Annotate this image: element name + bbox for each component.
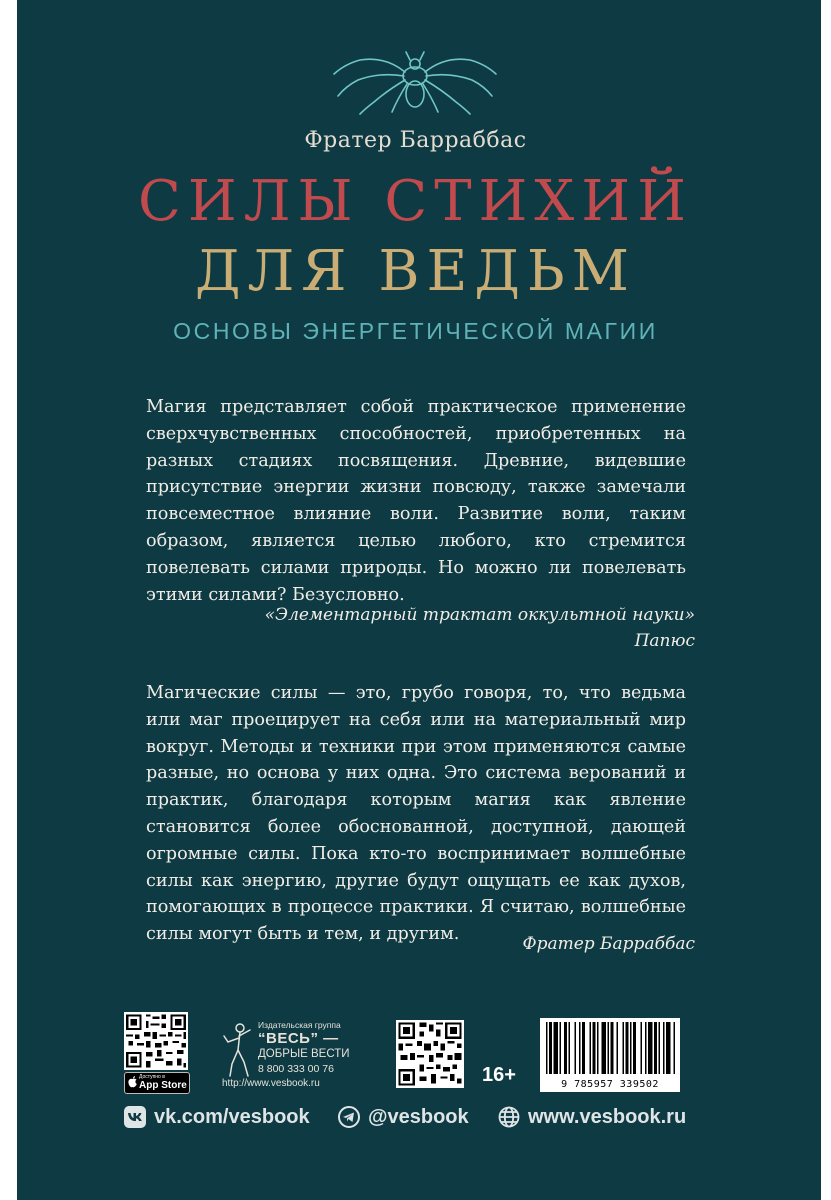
publisher-phone: 8 800 333 00 76: [258, 1063, 334, 1075]
age-rating: 16+: [482, 1064, 516, 1086]
appstore-label: App Store: [139, 1080, 187, 1091]
telegram-link[interactable]: [338, 1104, 469, 1130]
apple-icon: [128, 1076, 137, 1088]
author-name: Фратер Барраббас: [304, 128, 527, 153]
telegram-icon: [338, 1106, 360, 1128]
publisher-name: “ВЕСЬ” —: [258, 1030, 339, 1047]
qr-code-site[interactable]: [396, 1020, 464, 1088]
publisher-tagline: ДОБРЫЕ ВЕСТИ: [258, 1048, 350, 1060]
telegram-text: @vesbook: [368, 1105, 469, 1128]
publisher-url[interactable]: http://www.vesbook.ru: [222, 1078, 320, 1089]
quote-attribution: [265, 602, 695, 654]
qr-code-app[interactable]: [124, 1012, 188, 1070]
publisher-group: Издательская группа: [258, 1020, 341, 1030]
quote-author: Папюс: [634, 631, 695, 651]
website-link[interactable]: [498, 1104, 686, 1130]
isbn-barcode: [540, 1018, 680, 1092]
vk-icon: [124, 1106, 146, 1128]
website-text: www.vesbook.ru: [528, 1105, 687, 1128]
vk-link[interactable]: [124, 1104, 310, 1130]
description-paragraph: Магические силы — это, грубо говоря, то, что ведьма или маг проецирует на себя или на материальный мир вокруг. Методы и техники при этом применяются самые разные, но основа у них одна. Это система верований и практик, благодаря которым магия как явление становится более обоснованной, доступной, дающей огромные силы. Пока кто-то воспринимает волшебные силы как энергию, другие будут ощущать ее как духов, помогающих в процессе практики. Я считаю, волшебные силы могут быть и тем, и другим.: [146, 683, 686, 945]
author-signature: Фратер Барраббас: [522, 934, 695, 954]
vk-text: vk.com/vesbook: [154, 1105, 310, 1128]
globe-icon: [498, 1106, 520, 1128]
isbn-digits: 9 785957 339502: [561, 1079, 659, 1090]
title-line-2: ДЛЯ ВЕДЬМ: [195, 239, 636, 304]
app-store-badge[interactable]: [124, 1072, 190, 1094]
appstore-small-text: Доступно в: [139, 1074, 165, 1080]
intro-paragraph: Магия представляет собой практическое применение сверхчувственных способностей, приобретенных на разных стадиях посвящения. Древние, видевшие присутствие энергии жизни повсюду, также замечали повсеместное влияние воли. Развитие воли, таким образом, является целью любого, кто стремится повелевать силами природы. Но можно ли повелевать этими силами? Безусловно.: [146, 397, 686, 605]
subtitle: ОСНОВЫ ЭНЕРГЕТИЧЕСКОЙ МАГИИ: [173, 318, 658, 344]
spider-icon: [330, 38, 500, 116]
title-line-1: СИЛЫ СТИХИЙ: [138, 169, 693, 234]
publisher-logo-icon: [222, 1020, 254, 1080]
quote-source: «Элементарный трактат оккультной науки»: [264, 605, 695, 625]
